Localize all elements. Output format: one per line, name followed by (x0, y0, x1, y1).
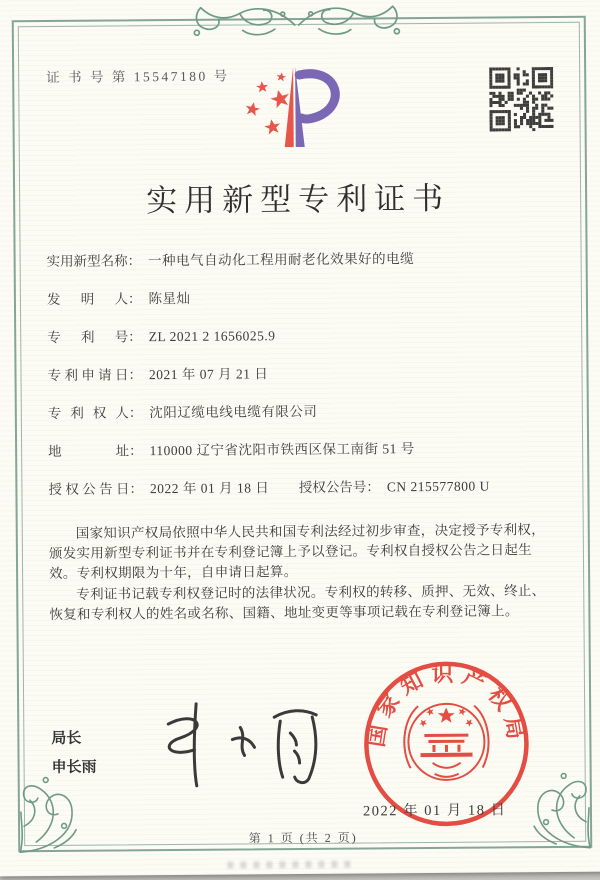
field-value: 110000 辽宁省沈阳市铁西区保工南街 51 号 (149, 441, 415, 459)
colon: ： (128, 367, 143, 383)
director-block (51, 724, 96, 782)
field-label: 专利申请日 (47, 367, 129, 383)
certificate-title: 实用新型专利证书 (146, 180, 451, 219)
seal-date: 2022 年 01 月 18 日 (362, 802, 507, 820)
grant-no-pair (299, 476, 490, 499)
field-value: 2022 年 01 月 18 日 (149, 480, 270, 497)
director-title: 局长 (51, 729, 82, 747)
field-list (47, 247, 554, 517)
director-signature (138, 693, 344, 800)
field-row-inventor (47, 285, 552, 311)
field-row-filing-date (47, 361, 552, 387)
field-row-grant (48, 475, 553, 501)
field-label: 专利号 (47, 329, 129, 345)
legal-paragraph-2: 专利证书记载专利权登记时的法律状况。专利权的转移、质押、无效、终止、恢复和专利权人的姓名或名称、国籍、地址变更等事项记载在专利登记簿上。 (49, 583, 546, 622)
colon: ： (128, 405, 143, 421)
field-label: 发明人 (46, 291, 128, 307)
field-value: CN 215577800 U (386, 478, 490, 495)
qr-code (489, 67, 554, 132)
field-label: 授权公告日 (48, 481, 130, 497)
colon: ： (127, 253, 142, 269)
colon: ： (128, 329, 142, 345)
director-name: 申长雨 (51, 758, 97, 776)
field-value: ZL 2021 2 1656025.9 (148, 328, 276, 345)
field-value: 2021 年 07 月 21 日 (148, 366, 269, 383)
field-value: 一种电气自动化工程用耐老化效果好的电缆 (148, 251, 415, 269)
field-row-patentee (48, 399, 553, 425)
field-row-patent-no (47, 323, 552, 349)
colon: ： (129, 481, 143, 497)
seal-text: 国家知识产权局 (363, 661, 530, 749)
field-label: 专利权人 (47, 405, 129, 421)
field-row-name (47, 247, 552, 273)
page2-bleedthrough (227, 861, 352, 869)
top-border-ornament-icon (190, 0, 404, 45)
certificate-number: 证 书 号 第 15547180 号 (46, 68, 230, 85)
legal-paragraph-1: 国家知识产权局依照中华人民共和国专利法经过初步审查，决定授予专利权，颁发实用新型专利证书并在专利登记簿上予以登记。专利权自授权公告之日起生效。专利权期限为十年，自申请日起算。 (48, 522, 546, 581)
field-value: 陈星灿 (148, 290, 191, 307)
field-label: 授权公告号 (298, 479, 367, 496)
colon: ： (366, 479, 380, 495)
colon: ： (127, 291, 142, 307)
cnipa-logo-icon (231, 55, 356, 158)
field-label: 地址 (48, 443, 130, 459)
legal-text (49, 520, 556, 626)
field-value: 沈阳辽缆电线电缆有限公司 (149, 403, 318, 421)
page-number: 第 1 页 (共 2 页) (248, 830, 358, 846)
colon: ： (129, 443, 143, 459)
field-row-address (48, 437, 553, 463)
grant-date-pair (48, 477, 295, 501)
field-label: 实用新型名称 (46, 253, 128, 269)
national-emblem-icon (404, 704, 489, 781)
